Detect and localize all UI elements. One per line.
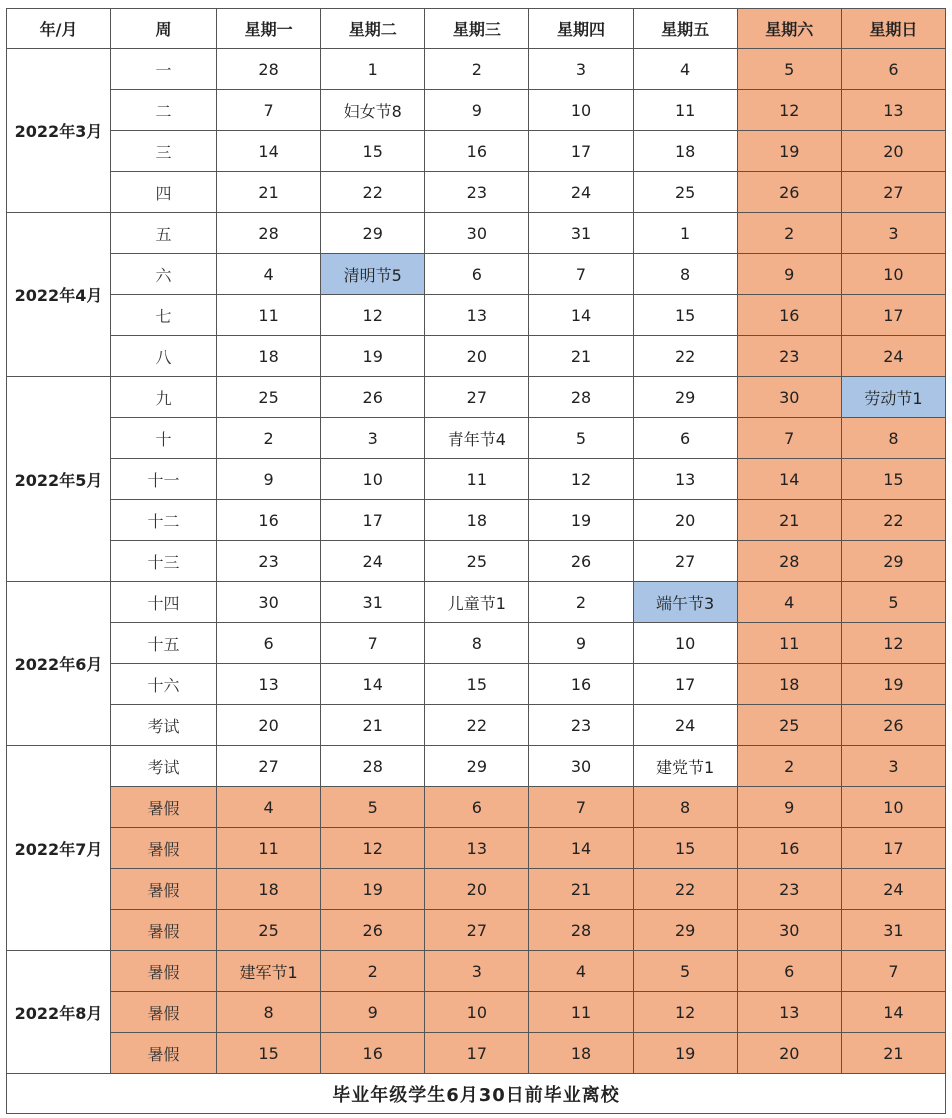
week-row bbox=[7, 746, 946, 787]
day-cell: 14 bbox=[321, 664, 425, 705]
day-cell: 29 bbox=[425, 746, 529, 787]
day-cell: 25 bbox=[425, 541, 529, 582]
footer-row bbox=[7, 1074, 946, 1114]
month-label: 2022年5月 bbox=[7, 377, 111, 582]
week-row bbox=[7, 295, 946, 336]
day-cell: 30 bbox=[737, 910, 841, 951]
day-cell: 6 bbox=[217, 623, 321, 664]
day-cell: 14 bbox=[217, 131, 321, 172]
week-row bbox=[7, 90, 946, 131]
day-cell: 13 bbox=[633, 459, 737, 500]
day-cell: 15 bbox=[425, 664, 529, 705]
day-cell: 24 bbox=[841, 336, 945, 377]
month-label: 2022年3月 bbox=[7, 49, 111, 213]
day-cell: 2 bbox=[737, 213, 841, 254]
day-cell: 31 bbox=[321, 582, 425, 623]
header-tuesday: 星期二 bbox=[321, 9, 425, 49]
day-cell: 9 bbox=[737, 787, 841, 828]
week-number: 暑假 bbox=[111, 1033, 217, 1074]
day-cell: 11 bbox=[217, 828, 321, 869]
day-cell: 9 bbox=[425, 90, 529, 131]
day-cell: 9 bbox=[529, 623, 633, 664]
day-cell: 15 bbox=[633, 295, 737, 336]
day-cell: 14 bbox=[737, 459, 841, 500]
day-cell: 建军节1 bbox=[217, 951, 321, 992]
day-cell: 20 bbox=[425, 869, 529, 910]
week-row bbox=[7, 418, 946, 459]
header-saturday: 星期六 bbox=[737, 9, 841, 49]
day-cell: 2 bbox=[217, 418, 321, 459]
day-cell: 3 bbox=[841, 746, 945, 787]
month-label: 2022年7月 bbox=[7, 746, 111, 951]
day-cell: 23 bbox=[529, 705, 633, 746]
week-row bbox=[7, 910, 946, 951]
day-cell: 26 bbox=[737, 172, 841, 213]
day-cell: 15 bbox=[217, 1033, 321, 1074]
day-cell: 10 bbox=[321, 459, 425, 500]
week-row bbox=[7, 541, 946, 582]
day-cell: 10 bbox=[841, 254, 945, 295]
day-cell: 12 bbox=[633, 992, 737, 1033]
day-cell: 2 bbox=[529, 582, 633, 623]
day-cell: 6 bbox=[737, 951, 841, 992]
week-number: 六 bbox=[111, 254, 217, 295]
week-row bbox=[7, 582, 946, 623]
day-cell: 26 bbox=[529, 541, 633, 582]
month-label: 2022年8月 bbox=[7, 951, 111, 1074]
day-cell: 5 bbox=[841, 582, 945, 623]
week-number: 暑假 bbox=[111, 869, 217, 910]
day-cell: 7 bbox=[529, 787, 633, 828]
school-calendar-table bbox=[6, 8, 946, 1114]
day-cell: 18 bbox=[737, 664, 841, 705]
week-row bbox=[7, 828, 946, 869]
week-number: 二 bbox=[111, 90, 217, 131]
week-row bbox=[7, 869, 946, 910]
week-number: 一 bbox=[111, 49, 217, 90]
day-cell: 8 bbox=[633, 787, 737, 828]
day-cell: 13 bbox=[841, 90, 945, 131]
day-cell: 2 bbox=[321, 951, 425, 992]
week-number: 考试 bbox=[111, 746, 217, 787]
day-cell: 3 bbox=[841, 213, 945, 254]
day-cell: 26 bbox=[321, 377, 425, 418]
day-cell: 8 bbox=[217, 992, 321, 1033]
day-cell: 儿童节1 bbox=[425, 582, 529, 623]
week-number: 暑假 bbox=[111, 910, 217, 951]
day-cell: 11 bbox=[737, 623, 841, 664]
day-cell: 10 bbox=[529, 90, 633, 131]
calendar-footer bbox=[7, 1074, 946, 1114]
day-cell: 2 bbox=[425, 49, 529, 90]
day-cell: 21 bbox=[529, 336, 633, 377]
week-number: 三 bbox=[111, 131, 217, 172]
day-cell: 23 bbox=[217, 541, 321, 582]
week-number: 十二 bbox=[111, 500, 217, 541]
day-cell: 21 bbox=[321, 705, 425, 746]
week-number: 十三 bbox=[111, 541, 217, 582]
week-number: 四 bbox=[111, 172, 217, 213]
day-cell: 5 bbox=[321, 787, 425, 828]
day-cell: 10 bbox=[425, 992, 529, 1033]
day-cell: 15 bbox=[841, 459, 945, 500]
day-cell: 14 bbox=[529, 828, 633, 869]
day-cell: 8 bbox=[425, 623, 529, 664]
day-cell: 10 bbox=[633, 623, 737, 664]
day-cell: 21 bbox=[841, 1033, 945, 1074]
week-row bbox=[7, 951, 946, 992]
day-cell: 27 bbox=[841, 172, 945, 213]
day-cell: 9 bbox=[321, 992, 425, 1033]
day-cell: 27 bbox=[217, 746, 321, 787]
day-cell: 22 bbox=[633, 869, 737, 910]
day-cell: 29 bbox=[633, 377, 737, 418]
day-cell: 23 bbox=[425, 172, 529, 213]
day-cell: 13 bbox=[737, 992, 841, 1033]
day-cell: 17 bbox=[321, 500, 425, 541]
holiday-day-cell: 端午节3 bbox=[633, 582, 737, 623]
day-cell: 7 bbox=[841, 951, 945, 992]
day-cell: 18 bbox=[217, 336, 321, 377]
week-row bbox=[7, 992, 946, 1033]
day-cell: 17 bbox=[841, 828, 945, 869]
header-year-month: 年/月 bbox=[7, 9, 111, 49]
day-cell: 7 bbox=[737, 418, 841, 459]
day-cell: 10 bbox=[841, 787, 945, 828]
header-sunday: 星期日 bbox=[841, 9, 945, 49]
day-cell: 22 bbox=[425, 705, 529, 746]
day-cell: 21 bbox=[737, 500, 841, 541]
week-number: 九 bbox=[111, 377, 217, 418]
day-cell: 妇女节8 bbox=[321, 90, 425, 131]
day-cell: 22 bbox=[841, 500, 945, 541]
header-monday: 星期一 bbox=[217, 9, 321, 49]
day-cell: 25 bbox=[737, 705, 841, 746]
week-row bbox=[7, 377, 946, 418]
day-cell: 26 bbox=[841, 705, 945, 746]
week-number: 考试 bbox=[111, 705, 217, 746]
week-row bbox=[7, 705, 946, 746]
week-number: 十四 bbox=[111, 582, 217, 623]
header-week: 周 bbox=[111, 9, 217, 49]
day-cell: 14 bbox=[841, 992, 945, 1033]
week-number: 五 bbox=[111, 213, 217, 254]
day-cell: 青年节4 bbox=[425, 418, 529, 459]
day-cell: 19 bbox=[737, 131, 841, 172]
day-cell: 6 bbox=[425, 254, 529, 295]
week-number: 七 bbox=[111, 295, 217, 336]
week-row bbox=[7, 787, 946, 828]
day-cell: 27 bbox=[425, 910, 529, 951]
day-cell: 16 bbox=[529, 664, 633, 705]
day-cell: 14 bbox=[529, 295, 633, 336]
day-cell: 27 bbox=[425, 377, 529, 418]
day-cell: 29 bbox=[633, 910, 737, 951]
day-cell: 28 bbox=[321, 746, 425, 787]
day-cell: 4 bbox=[217, 254, 321, 295]
holiday-day-cell: 清明节5 bbox=[321, 254, 425, 295]
day-cell: 30 bbox=[737, 377, 841, 418]
day-cell: 21 bbox=[529, 869, 633, 910]
week-row bbox=[7, 664, 946, 705]
day-cell: 2 bbox=[737, 746, 841, 787]
day-cell: 17 bbox=[841, 295, 945, 336]
week-row bbox=[7, 623, 946, 664]
week-row bbox=[7, 49, 946, 90]
day-cell: 19 bbox=[321, 336, 425, 377]
week-row bbox=[7, 336, 946, 377]
week-row bbox=[7, 213, 946, 254]
day-cell: 4 bbox=[217, 787, 321, 828]
week-number: 八 bbox=[111, 336, 217, 377]
day-cell: 11 bbox=[217, 295, 321, 336]
day-cell: 18 bbox=[425, 500, 529, 541]
day-cell: 13 bbox=[425, 295, 529, 336]
day-cell: 4 bbox=[529, 951, 633, 992]
day-cell: 3 bbox=[529, 49, 633, 90]
day-cell: 16 bbox=[737, 828, 841, 869]
day-cell: 24 bbox=[633, 705, 737, 746]
day-cell: 28 bbox=[737, 541, 841, 582]
day-cell: 26 bbox=[321, 910, 425, 951]
day-cell: 25 bbox=[217, 910, 321, 951]
week-number: 十六 bbox=[111, 664, 217, 705]
day-cell: 12 bbox=[529, 459, 633, 500]
day-cell: 29 bbox=[321, 213, 425, 254]
header-friday: 星期五 bbox=[633, 9, 737, 49]
header-wednesday: 星期三 bbox=[425, 9, 529, 49]
day-cell: 19 bbox=[841, 664, 945, 705]
day-cell: 31 bbox=[529, 213, 633, 254]
day-cell: 22 bbox=[321, 172, 425, 213]
week-number: 暑假 bbox=[111, 787, 217, 828]
day-cell: 1 bbox=[321, 49, 425, 90]
day-cell: 22 bbox=[633, 336, 737, 377]
day-cell: 8 bbox=[633, 254, 737, 295]
day-cell: 5 bbox=[529, 418, 633, 459]
week-row bbox=[7, 500, 946, 541]
day-cell: 4 bbox=[737, 582, 841, 623]
day-cell: 15 bbox=[321, 131, 425, 172]
day-cell: 7 bbox=[217, 90, 321, 131]
day-cell: 28 bbox=[529, 377, 633, 418]
day-cell: 16 bbox=[737, 295, 841, 336]
day-cell: 28 bbox=[217, 49, 321, 90]
day-cell: 3 bbox=[321, 418, 425, 459]
day-cell: 24 bbox=[841, 869, 945, 910]
day-cell: 8 bbox=[841, 418, 945, 459]
day-cell: 31 bbox=[841, 910, 945, 951]
day-cell: 1 bbox=[633, 213, 737, 254]
day-cell: 29 bbox=[841, 541, 945, 582]
day-cell: 11 bbox=[425, 459, 529, 500]
day-cell: 12 bbox=[321, 295, 425, 336]
day-cell: 27 bbox=[633, 541, 737, 582]
header-thursday: 星期四 bbox=[529, 9, 633, 49]
day-cell: 4 bbox=[633, 49, 737, 90]
day-cell: 18 bbox=[217, 869, 321, 910]
day-cell: 5 bbox=[633, 951, 737, 992]
day-cell: 21 bbox=[217, 172, 321, 213]
month-label: 2022年4月 bbox=[7, 213, 111, 377]
day-cell: 18 bbox=[633, 131, 737, 172]
week-number: 暑假 bbox=[111, 992, 217, 1033]
week-number: 十一 bbox=[111, 459, 217, 500]
day-cell: 建党节1 bbox=[633, 746, 737, 787]
week-number: 暑假 bbox=[111, 828, 217, 869]
day-cell: 23 bbox=[737, 869, 841, 910]
day-cell: 16 bbox=[321, 1033, 425, 1074]
day-cell: 25 bbox=[633, 172, 737, 213]
day-cell: 24 bbox=[529, 172, 633, 213]
day-cell: 7 bbox=[529, 254, 633, 295]
day-cell: 30 bbox=[425, 213, 529, 254]
day-cell: 6 bbox=[425, 787, 529, 828]
day-cell: 18 bbox=[529, 1033, 633, 1074]
day-cell: 30 bbox=[529, 746, 633, 787]
week-number: 十 bbox=[111, 418, 217, 459]
day-cell: 5 bbox=[737, 49, 841, 90]
day-cell: 19 bbox=[321, 869, 425, 910]
day-cell: 12 bbox=[737, 90, 841, 131]
day-cell: 28 bbox=[529, 910, 633, 951]
day-cell: 17 bbox=[425, 1033, 529, 1074]
week-row bbox=[7, 254, 946, 295]
day-cell: 23 bbox=[737, 336, 841, 377]
day-cell: 11 bbox=[529, 992, 633, 1033]
week-number: 暑假 bbox=[111, 951, 217, 992]
day-cell: 20 bbox=[425, 336, 529, 377]
day-cell: 13 bbox=[217, 664, 321, 705]
day-cell: 12 bbox=[321, 828, 425, 869]
day-cell: 11 bbox=[633, 90, 737, 131]
calendar-header bbox=[7, 9, 946, 49]
day-cell: 17 bbox=[633, 664, 737, 705]
day-cell: 16 bbox=[217, 500, 321, 541]
day-cell: 13 bbox=[425, 828, 529, 869]
holiday-day-cell: 劳动节1 bbox=[841, 377, 945, 418]
day-cell: 16 bbox=[425, 131, 529, 172]
graduation-note: 毕业年级学生6月30日前毕业离校 bbox=[7, 1074, 946, 1114]
week-row bbox=[7, 131, 946, 172]
week-row bbox=[7, 459, 946, 500]
day-cell: 20 bbox=[217, 705, 321, 746]
day-cell: 19 bbox=[529, 500, 633, 541]
day-cell: 12 bbox=[841, 623, 945, 664]
day-cell: 28 bbox=[217, 213, 321, 254]
day-cell: 20 bbox=[841, 131, 945, 172]
day-cell: 24 bbox=[321, 541, 425, 582]
header-row bbox=[7, 9, 946, 49]
week-number: 十五 bbox=[111, 623, 217, 664]
calendar-body bbox=[7, 49, 946, 1074]
day-cell: 9 bbox=[217, 459, 321, 500]
month-label: 2022年6月 bbox=[7, 582, 111, 746]
day-cell: 6 bbox=[841, 49, 945, 90]
day-cell: 20 bbox=[737, 1033, 841, 1074]
day-cell: 6 bbox=[633, 418, 737, 459]
day-cell: 9 bbox=[737, 254, 841, 295]
day-cell: 7 bbox=[321, 623, 425, 664]
day-cell: 3 bbox=[425, 951, 529, 992]
day-cell: 17 bbox=[529, 131, 633, 172]
day-cell: 30 bbox=[217, 582, 321, 623]
day-cell: 15 bbox=[633, 828, 737, 869]
day-cell: 19 bbox=[633, 1033, 737, 1074]
week-row bbox=[7, 1033, 946, 1074]
day-cell: 25 bbox=[217, 377, 321, 418]
day-cell: 20 bbox=[633, 500, 737, 541]
week-row bbox=[7, 172, 946, 213]
